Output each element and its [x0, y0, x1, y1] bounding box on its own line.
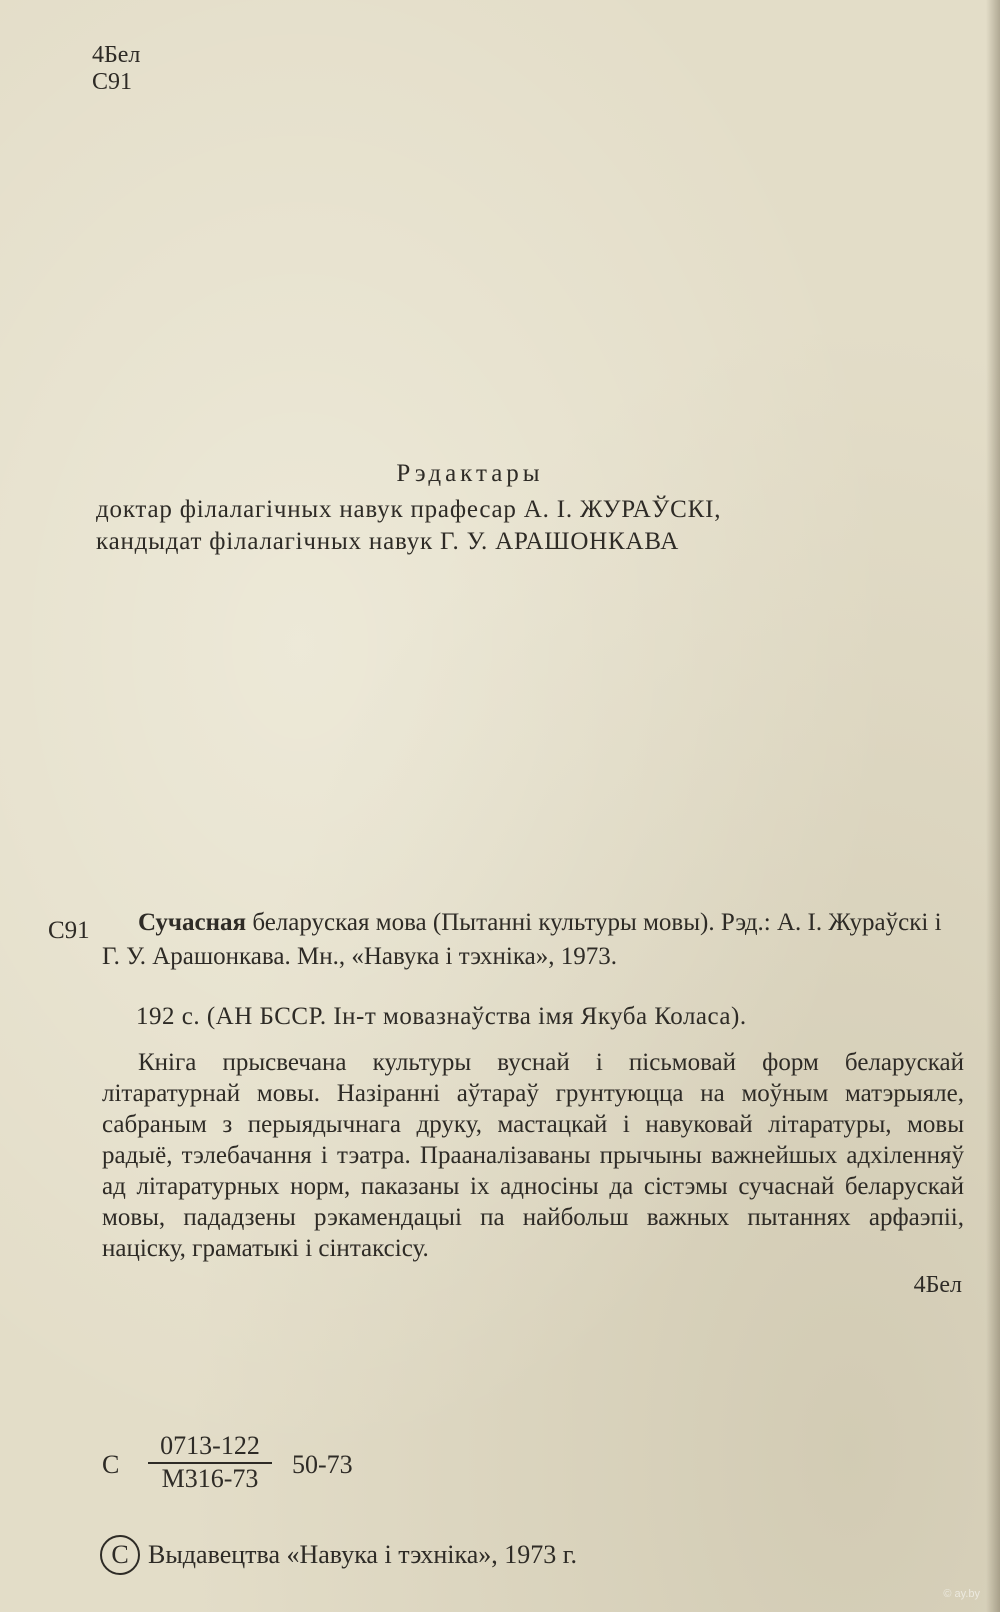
classification-code-bel: 4Бел [92, 42, 141, 68]
editor-line-2: кандыдат філалагічных навук Г. У. АРАШОНКАВА [96, 528, 680, 555]
editor-line-1: доктар філалагічных навук прафесар А. І. ЖУРАЎСКІ, [96, 496, 722, 523]
abstract-paragraph: Кніга прысвечана культуры вуснай і пісьмовай форм беларускай літаратурнай мовы. Назіранні аўтараў грунтуюцца на моўным матэрыяле, сабраным з перыядычнага друку, мастацкай і навуковай літаратуры, мовы радыё, тэлебачання і тэатра. Прааналізаваны прычыны важнейшых адхіленняў ад літаратурных норм, паказаны іх адносіны да сістэмы сучаснай беларускай мовы, пададзены рэкамендацыі па найбольш важных пытаннях арфаэпіі, націску, граматыкі і сінтаксісу. [102, 1049, 964, 1262]
pages-line: 192 с. (АН БССР. Ін-т мовазнаўства імя Якуба Коласа). [136, 1003, 747, 1030]
copyright-icon: C [100, 1535, 140, 1575]
copyright-text: Выдавецтва «Навука і тэхніка», 1973 г. [148, 1540, 577, 1569]
bibliographic-entry [102, 906, 964, 974]
classification-code-c91: С91 [92, 69, 133, 95]
index-code-suffix: 50-73 [292, 1450, 353, 1479]
copyright-line [100, 1535, 577, 1575]
entry-text: беларуская мова (Пытанні культуры мовы). Рэд.: А. І. Жураўскі і Г. У. Арашонкава. Мн., «Навука і тэхніка», 1973. [102, 909, 942, 970]
classification-top [92, 42, 140, 96]
index-code-denominator: М316-73 [161, 1464, 259, 1493]
index-code-numerator: 0713-122 [148, 1432, 272, 1464]
index-code-fraction [148, 1432, 272, 1494]
card-code: С91 [48, 917, 90, 944]
editors-heading: Рэдактары [396, 460, 544, 487]
page-edge-shadow [986, 0, 1000, 1612]
index-code-letter: С [102, 1450, 120, 1479]
watermark: © ay.by [943, 1588, 980, 1600]
entry-title-bold: Сучасная [138, 909, 247, 936]
classification-bottom: 4Бел [913, 1272, 962, 1298]
